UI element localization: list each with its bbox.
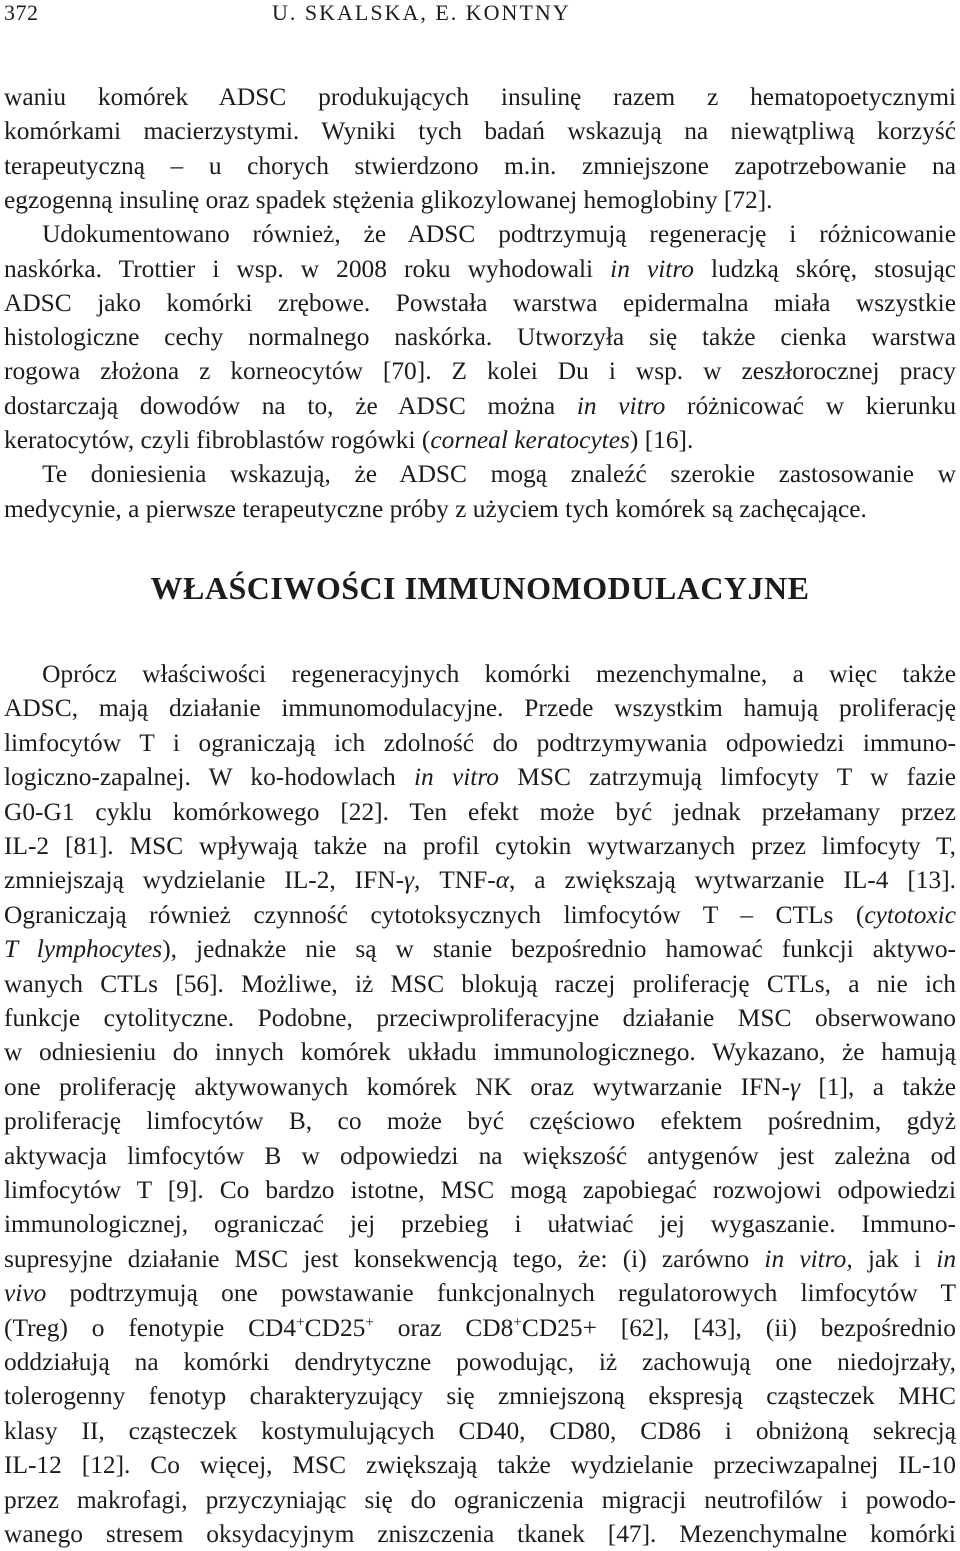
italic-text: γ [404, 866, 415, 895]
text-line [4, 1312, 956, 1345]
text-segment: w odniesieniu do innych komórek układu immunologicznego. Wykazano, że hamują [4, 1038, 956, 1067]
text-line [4, 1484, 956, 1517]
text-segment: one proliferację aktywowanych komórek NK oraz wytwarzanie IFN- [4, 1072, 790, 1101]
italic-text: α [495, 866, 510, 895]
italic-text: in vitro [610, 254, 694, 283]
text-segment: klasy II, cząsteczek kostymulujących CD40, CD80, CD86 i obniżoną sekrecją [4, 1416, 956, 1445]
text-segment: Udokumentowano również, że ADSC podtrzymują regenerację i różnicowanie [4, 220, 956, 249]
text-line [4, 658, 956, 691]
text-line [4, 1140, 956, 1173]
text-segment: Te doniesienia wskazują, że ADSC mogą znaleźć szerokie zastosowanie w [4, 460, 956, 489]
text-segment: MSC zatrzymują limfocyty T w fazie [498, 763, 957, 792]
running-head [4, 0, 952, 28]
text-segment: proliferację limfocytów B, co może być częściowo efektem pośrednim, gdyż [4, 1107, 956, 1136]
text-segment: (Treg) o fenotypie CD4 [4, 1313, 297, 1342]
text-segment: terapeutyczną – u chorych stwierdzono m.in. zmniejszone zapotrzebowanie na [4, 151, 956, 180]
text-segment: immunologicznej, ograniczać jej przebieg i ułatwiać jej wygaszanie. Immuno- [4, 1210, 956, 1239]
text-segment: różnicować w kierunku [665, 391, 957, 420]
text-segment: supresyjne działanie MSC jest konsekwencją tego, że: (i) zarówno [4, 1244, 765, 1273]
text-line [4, 287, 956, 320]
text-line [4, 830, 956, 863]
text-segment: komórkami macierzystymi. Wyniki tych badań wskazują na niewątpliwą korzyść [4, 117, 956, 146]
text-segment: keratocytów, czyli fibroblastów rogówki ( [4, 426, 431, 454]
text-line [4, 1346, 956, 1379]
text-segment: Oprócz właściwości regeneracyjnych komórki mezenchymalne, a więc także [4, 660, 956, 688]
text-line [4, 218, 956, 251]
text-line [4, 184, 956, 217]
text-line [4, 933, 956, 966]
text-line [4, 1208, 956, 1241]
text-line [4, 1036, 956, 1069]
text-segment: waniu komórek ADSC produkujących insulinę razem z hematopoetycznymi [4, 83, 956, 111]
section-heading: WŁAŚCIWOŚCI IMMUNOMODULACYJNE [150, 570, 810, 606]
text-segment: naskórka. Trottier i wsp. w 2008 roku wyhodowali [4, 254, 611, 283]
text-line [4, 321, 956, 354]
text-line [4, 355, 956, 388]
superscript: + [296, 1313, 305, 1331]
text-segment: jak i [852, 1244, 937, 1273]
text-segment: histologiczne cechy normalnego naskórka. Utworzyła się także cienka warstwa [4, 323, 956, 352]
text-line [4, 1002, 956, 1035]
text-line [4, 115, 956, 148]
text-segment: wanych CTLs [56]. Możliwe, iż MSC blokują raczej proliferację CTLs, a nie ich [4, 969, 956, 998]
text-segment: , TNF- [414, 866, 496, 895]
text-segment: tolerogenny fenotyp charakteryzujący się zmniejszoną ekspresją cząsteczek MHC [4, 1382, 956, 1411]
text-segment: aktywacja limfocytów B w odpowiedzi na większość antygenów jest zależna od [4, 1141, 956, 1170]
running-head-authors: U. SKALSKA, E. KONTNY [272, 0, 571, 25]
text-line [4, 1277, 956, 1310]
text-line [4, 458, 956, 491]
text-line [4, 390, 956, 423]
page-number: 372 [4, 0, 39, 25]
text-line [4, 1071, 956, 1104]
italic-text: in vitro [413, 763, 499, 792]
text-segment: limfocytów T i ograniczają ich zdolność do podtrzymywania odpowiedzi immuno- [4, 728, 956, 757]
text-segment: ), jednakże nie są w stanie bezpośrednio hamować funkcji aktywo- [162, 935, 956, 964]
text-line [4, 493, 956, 526]
text-segment: CD25+ [62], [43], (ii) bezpośrednio [521, 1313, 957, 1342]
text-segment: IL-2 [81]. MSC wpływają także na profil cytokin wytwarzanych przez limfocyty T, [4, 832, 956, 860]
italic-text: vivo [4, 1279, 47, 1308]
text-segment: egzogenną insulinę oraz spadek stężenia glikozylowanej hemoglobiny [72]. [4, 185, 773, 214]
text-segment: IL-12 [12]. Co więcej, MSC zwiększają także wydzielanie przeciwzapalnej IL-10 [4, 1451, 956, 1480]
text-line [4, 864, 956, 897]
text-segment: Ograniczają również czynność cytotoksycznych limfocytów T – CTLs ( [4, 900, 865, 929]
text-segment: funkcje cytolityczne. Podobne, przeciwproliferacyjne działanie MSC obserwowano [4, 1004, 956, 1032]
text-segment: wanego stresem oksydacyjnym zniszczenia tkanek [47]. Mezenchymalne komórki [4, 1520, 956, 1548]
text-line [4, 727, 956, 760]
text-line [4, 899, 956, 932]
italic-text: γ [789, 1072, 800, 1101]
text-segment: ADSC jako komórki zrębowe. Powstała warstwa epidermalna miała wszystkie [4, 288, 956, 317]
text-line [4, 692, 956, 725]
text-segment: podtrzymują one powstawanie funkcjonalnych regulatorowych limfocytów T [46, 1279, 956, 1308]
italic-text: in [936, 1244, 957, 1273]
text-line [4, 150, 956, 183]
text-line [4, 1415, 956, 1448]
text-segment: [1], a także [799, 1072, 956, 1101]
text-line [4, 1518, 956, 1551]
text-line [4, 1174, 956, 1207]
text-segment: zmniejszają wydzielanie IL-2, IFN- [4, 866, 405, 895]
text-line [4, 1449, 956, 1482]
superscript: + [365, 1313, 374, 1331]
text-segment: ludzką skórę, stosując [694, 254, 956, 283]
text-segment: , a zwiększają wytwarzanie IL-4 [13]. [509, 866, 956, 895]
text-segment: dostarczają dowodów na to, że ADSC można [4, 391, 577, 420]
text-line [4, 81, 956, 114]
text-segment: ADSC, mają działanie immunomodulacyjne. Przede wszystkim hamują proliferację [4, 694, 956, 723]
text-line [4, 796, 956, 829]
italic-text: T lymphocytes [4, 935, 163, 964]
text-line [4, 1105, 956, 1138]
superscript: + [513, 1313, 522, 1331]
text-line [4, 1243, 956, 1276]
text-segment: CD25 [304, 1313, 366, 1342]
text-segment: przez makrofagi, przyczyniając się do ograniczenia migracji neutrofilów i powodo- [4, 1485, 956, 1514]
text-segment: oddziałują na komórki dendrytyczne powodując, iż zachowują one niedojrzały, [4, 1348, 956, 1376]
italic-text: corneal keratocytes [430, 426, 630, 454]
text-line [4, 968, 956, 1001]
text-segment: medycynie, a pierwsze terapeutyczne próby z użyciem tych komórek są zachęcające. [4, 494, 867, 523]
text-line [4, 253, 956, 286]
text-segment: limfocytów T [9]. Co bardzo istotne, MSC mogą zapobiegać rozwojowi odpowiedzi [4, 1176, 956, 1204]
text-line [4, 424, 956, 457]
text-line [4, 1380, 956, 1413]
italic-text: cytotoxic [864, 900, 956, 929]
text-segment: rogowa złożona z korneocytów [70]. Z kolei Du i wsp. w zeszłorocznej pracy [4, 357, 956, 386]
italic-text: in vitro, [764, 1244, 853, 1273]
italic-text: in vitro [576, 391, 666, 420]
text-segment: oraz CD8 [373, 1313, 514, 1342]
text-segment: logiczno-zapalnej. W ko-hodowlach [4, 763, 414, 792]
text-segment: G0-G1 cyklu komórkowego [22]. Ten efekt może być jednak przełamany przez [4, 797, 956, 826]
text-segment: ) [16]. [629, 426, 694, 454]
text-line [4, 761, 956, 794]
